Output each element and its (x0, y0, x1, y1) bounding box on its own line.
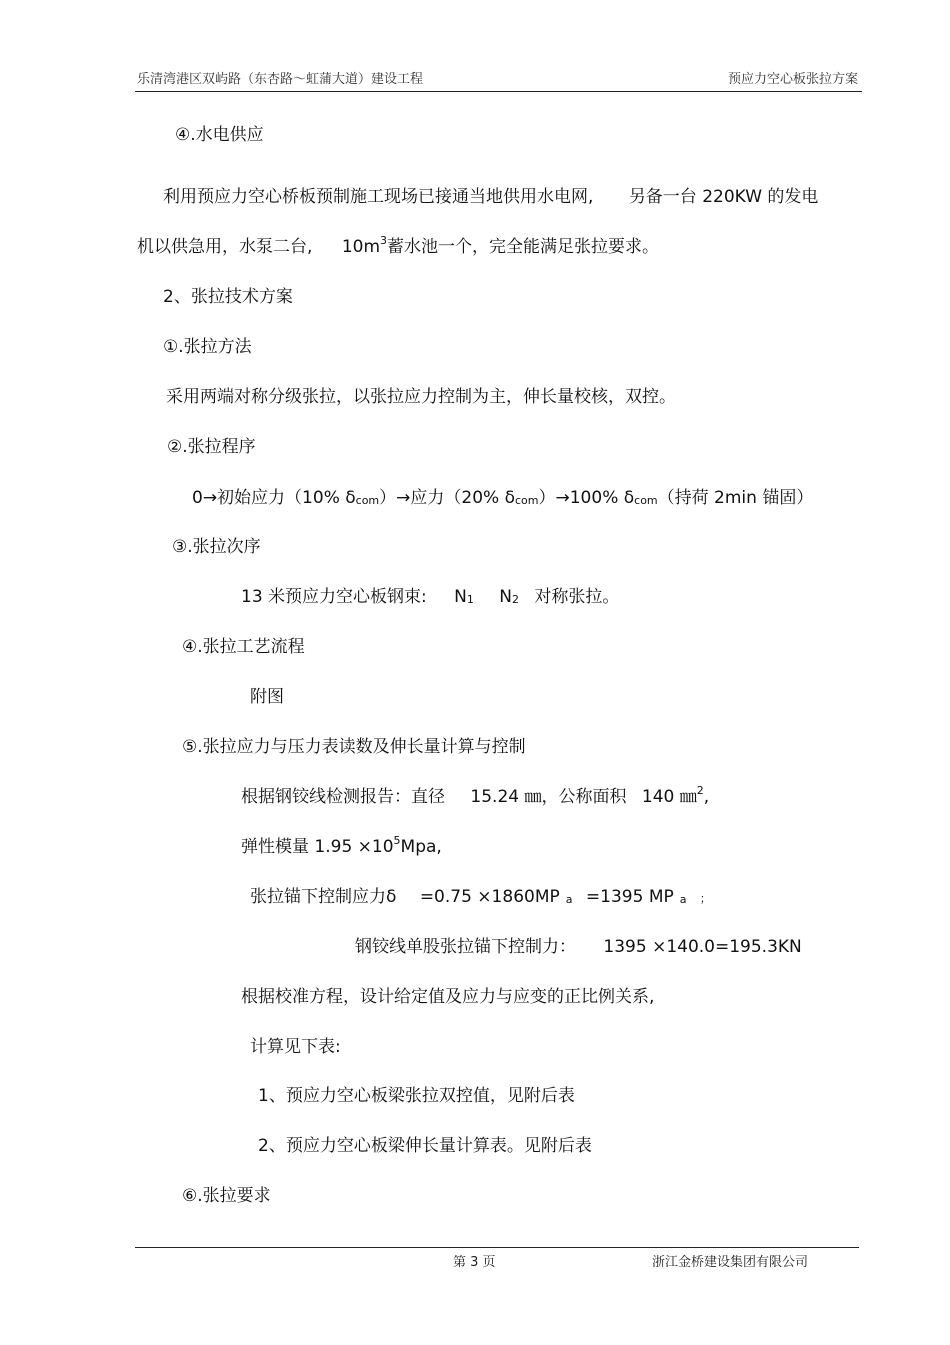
text-segment: 根据钢铰线检测报告：直径 (241, 787, 445, 807)
text-segment: ； (699, 892, 711, 905)
text-segment: Mpa, (400, 837, 442, 857)
text-segment: ）→应力（20% δ (379, 488, 515, 508)
procedure-formula (192, 487, 813, 511)
subscript: 2 (512, 593, 520, 606)
text-segment: （持荷 2min 锚固） (657, 488, 814, 508)
text-segment: 机以供急用，水泵二台, (137, 237, 313, 257)
text-segment: 1395 ×140.0=195.3KN (603, 937, 802, 957)
text-segment: 利用预应力空心桥板预制施工现场已接通当地供用水电网, (163, 187, 594, 207)
text-segment: 另备一台 220KW 的发电 (628, 187, 819, 207)
para-water-power-1 (163, 186, 818, 208)
text-segment: , (703, 787, 710, 807)
text-segment: 13 米预应力空心板钢束: (241, 587, 427, 607)
para-strand-report (241, 786, 709, 810)
heading-water-power: ④.水电供应 (175, 125, 264, 145)
page-header-right: 预应力空心板张拉方案 (727, 72, 858, 87)
para-control-force (355, 936, 802, 958)
para-elastic-modulus (241, 836, 442, 860)
text-segment: 140 ㎜ (641, 787, 697, 807)
subscript: a (679, 893, 687, 906)
text-attached-figure: 附图 (250, 687, 284, 707)
text-segment: 弹性模量 1.95 ×10 (241, 837, 394, 857)
subscript: com (355, 494, 380, 507)
superscript: 2 (696, 784, 704, 797)
text-segment: N (499, 587, 513, 607)
text-segment: =1395 MP (585, 887, 674, 907)
footer-rule (135, 1247, 859, 1248)
footer-company: 浙江金桥建设集团有限公司 (652, 1255, 809, 1270)
text-segment: N (454, 587, 467, 607)
para-calibration: 根据校准方程，设计给定值及应力与应变的正比例关系, (241, 987, 655, 1007)
heading-process-flow: ④.张拉工艺流程 (182, 637, 305, 657)
text-segment: 张拉锚下控制应力δ (250, 887, 397, 907)
text-segment: 蓄水池一个，完全能满足张拉要求。 (387, 237, 660, 257)
heading-tension-method: ①.张拉方法 (163, 337, 252, 357)
text-segment: 钢铰线单股张拉锚下控制力： (355, 937, 576, 957)
list-item-elongation: 2、预应力空心板梁伸长量计算表。见附后表 (258, 1136, 592, 1156)
text-segment: 10m (341, 237, 381, 257)
text-segment: 15.24 ㎜，公称面积 (470, 787, 627, 807)
heading-tension-procedure: ②.张拉程序 (167, 437, 256, 457)
heading-stress-calculation: ⑤.张拉应力与压力表读数及伸长量计算与控制 (182, 737, 526, 757)
header-rule (135, 91, 862, 92)
text-segment: 对称张拉。 (534, 587, 620, 607)
para-calculation-table: 计算见下表: (250, 1037, 341, 1057)
para-tension-sequence (241, 586, 619, 610)
text-segment: =0.75 ×1860MP (419, 887, 560, 907)
subscript: a (565, 893, 573, 906)
heading-tension-requirements: ⑥.张拉要求 (182, 1186, 271, 1206)
list-item-double-control: 1、预应力空心板梁张拉双控值，见附后表 (258, 1086, 575, 1106)
text-segment: 0→初始应力（10% δ (192, 488, 356, 508)
para-control-stress (250, 886, 711, 910)
superscript: 3 (380, 234, 388, 247)
para-water-power-2 (137, 236, 659, 260)
subscript: com (634, 494, 658, 507)
para-tension-method: 采用两端对称分级张拉，以张拉应力控制为主，伸长量校核，双控。 (166, 387, 676, 407)
page-number: 第 3 页 (453, 1255, 496, 1270)
heading-tension-sequence: ③.张拉次序 (172, 537, 261, 557)
superscript: 5 (393, 834, 401, 847)
section-tension-scheme: 2、张拉技术方案 (163, 287, 293, 307)
text-segment: ）→100% δ (538, 488, 635, 508)
page-header-left: 乐清湾港区双屿路（东杏路～虹蒲大道）建设工程 (137, 72, 424, 87)
subscript: 1 (466, 593, 474, 606)
subscript: com (515, 494, 539, 507)
